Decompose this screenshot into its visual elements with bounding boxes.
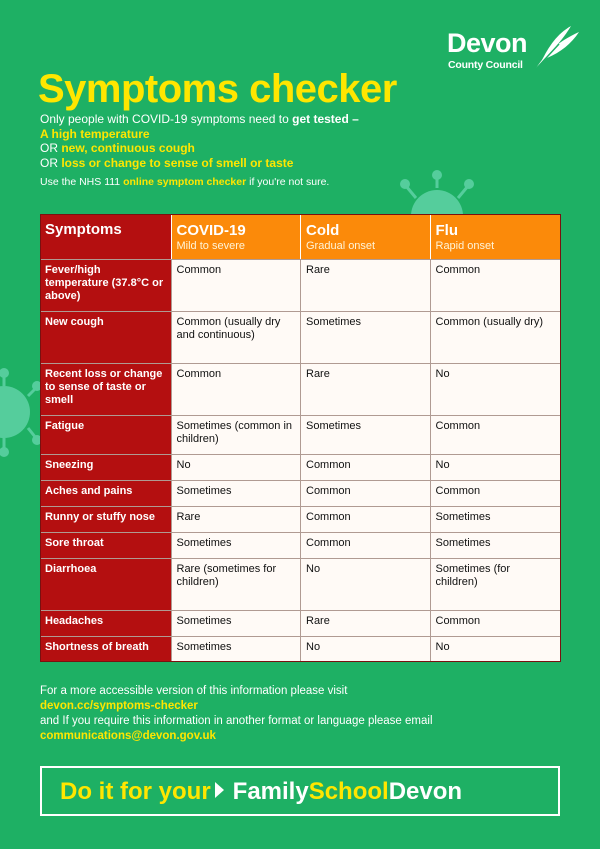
symptoms-table bbox=[40, 214, 561, 662]
flu-cell: Sometimes bbox=[430, 507, 561, 532]
table-row bbox=[41, 480, 560, 506]
cold-cell: Common bbox=[300, 455, 430, 480]
symptom-cell: Headaches bbox=[41, 611, 171, 636]
symptom-cell: Fever/high temperature (37.8°C or above) bbox=[41, 260, 171, 311]
cold-cell: Common bbox=[300, 533, 430, 558]
covid-column-header bbox=[171, 215, 301, 259]
covid-cell: Sometimes bbox=[171, 533, 301, 558]
get-tested-text: get tested – bbox=[292, 112, 359, 126]
covid-cell: Rare bbox=[171, 507, 301, 532]
devon-county-council-logo bbox=[447, 26, 582, 76]
leaf-icon bbox=[531, 24, 583, 74]
flu-cell: Sometimes (for children) bbox=[430, 559, 561, 610]
symptom-cell: Sneezing bbox=[41, 455, 171, 480]
covid-cell: Common bbox=[171, 364, 301, 415]
page-title: Symptoms checker bbox=[38, 67, 397, 111]
column-name: Cold bbox=[306, 222, 340, 239]
cold-cell: Rare bbox=[300, 611, 430, 636]
or-label: OR bbox=[40, 155, 62, 170]
cold-cell: No bbox=[300, 637, 430, 661]
cold-column-header bbox=[300, 215, 430, 259]
table-row bbox=[41, 259, 560, 311]
chevron-right-icon bbox=[215, 782, 224, 798]
cold-cell: Common bbox=[300, 481, 430, 506]
banner-do-it: Do it for your bbox=[60, 778, 211, 805]
nhs-note bbox=[40, 176, 329, 188]
cold-cell: Sometimes bbox=[300, 416, 430, 454]
symptom-cell: Runny or stuffy nose bbox=[41, 507, 171, 532]
flu-cell: Common (usually dry) bbox=[430, 312, 561, 363]
banner-family: Family bbox=[232, 778, 309, 805]
table-row bbox=[41, 454, 560, 480]
footer-line: For a more accessible version of this information please visit bbox=[40, 685, 348, 697]
cold-cell: Common bbox=[300, 507, 430, 532]
column-subtitle: Mild to severe bbox=[176, 240, 245, 252]
column-name: Flu bbox=[435, 222, 458, 239]
column-subtitle: Rapid onset bbox=[435, 240, 495, 252]
covid-cell: Rare (sometimes for children) bbox=[171, 559, 301, 610]
intro-text bbox=[40, 112, 359, 170]
covid-cell: Sometimes bbox=[171, 637, 301, 661]
table-row bbox=[41, 636, 560, 661]
table-row bbox=[41, 506, 560, 532]
cold-cell: Rare bbox=[300, 364, 430, 415]
email-link[interactable]: communications@devon.gov.uk bbox=[40, 730, 216, 742]
nhs-suffix: if you're not sure. bbox=[246, 176, 330, 188]
flu-cell: Common bbox=[430, 481, 561, 506]
covid-cell: Sometimes bbox=[171, 611, 301, 636]
symptom-cell: Shortness of breath bbox=[41, 637, 171, 661]
symptom-cell: Recent loss or change to sense of taste or smell bbox=[41, 364, 171, 415]
flu-cell: Common bbox=[430, 260, 561, 311]
covid-cell: Sometimes (common in children) bbox=[171, 416, 301, 454]
online-symptom-checker-link[interactable]: online symptom checker bbox=[123, 176, 247, 188]
accessibility-footer bbox=[40, 684, 433, 744]
banner-devon: Devon bbox=[388, 778, 463, 805]
flu-cell: No bbox=[430, 455, 561, 480]
symptom-cell: Aches and pains bbox=[41, 481, 171, 506]
intro-line1: Only people with COVID-19 symptoms need to bbox=[40, 112, 293, 126]
key-symptom-cough: new, continuous cough bbox=[61, 141, 195, 155]
covid-cell: Common bbox=[171, 260, 301, 311]
nhs-prefix: Use the NHS 111 bbox=[40, 176, 124, 188]
symptom-cell: Fatigue bbox=[41, 416, 171, 454]
column-subtitle: Gradual onset bbox=[306, 240, 376, 252]
flu-cell: Sometimes bbox=[430, 533, 561, 558]
symptoms-checker-link[interactable]: devon.cc/symptoms-checker bbox=[40, 700, 198, 712]
logo-name: Devon bbox=[447, 28, 528, 58]
covid-cell: Common (usually dry and continuous) bbox=[171, 312, 301, 363]
virus-decoration-icon bbox=[0, 366, 42, 460]
key-symptom-temperature: A high temperature bbox=[40, 126, 150, 141]
covid-cell: Sometimes bbox=[171, 481, 301, 506]
table-row bbox=[41, 363, 560, 415]
symptom-cell: Diarrhoea bbox=[41, 559, 171, 610]
symptom-cell: New cough bbox=[41, 312, 171, 363]
table-row bbox=[41, 558, 560, 610]
virus-decoration-icon bbox=[392, 168, 482, 220]
flu-column-header bbox=[430, 215, 561, 259]
flu-cell: No bbox=[430, 637, 561, 661]
logo-subtitle: County Council bbox=[448, 59, 523, 71]
symptom-cell: Sore throat bbox=[41, 533, 171, 558]
covid-cell: No bbox=[171, 455, 301, 480]
table-row bbox=[41, 532, 560, 558]
cold-cell: Rare bbox=[300, 260, 430, 311]
column-name: COVID-19 bbox=[176, 222, 246, 239]
flu-cell: Common bbox=[430, 611, 561, 636]
banner-school: School bbox=[308, 778, 389, 805]
key-symptom-smell-taste: loss or change to sense of smell or taste bbox=[61, 155, 294, 170]
symptoms-column-header: Symptoms bbox=[41, 215, 171, 259]
cold-cell: No bbox=[300, 559, 430, 610]
or-label: OR bbox=[40, 141, 62, 155]
flu-cell: No bbox=[430, 364, 561, 415]
table-header-row bbox=[41, 215, 560, 259]
table-row bbox=[41, 415, 560, 454]
cold-cell: Sometimes bbox=[300, 312, 430, 363]
campaign-banner bbox=[40, 766, 560, 816]
flu-cell: Common bbox=[430, 416, 561, 454]
banner-text bbox=[60, 778, 462, 806]
table-row bbox=[41, 610, 560, 636]
footer-line: and If you require this information in another format or language please email bbox=[40, 715, 433, 727]
table-row bbox=[41, 311, 560, 363]
